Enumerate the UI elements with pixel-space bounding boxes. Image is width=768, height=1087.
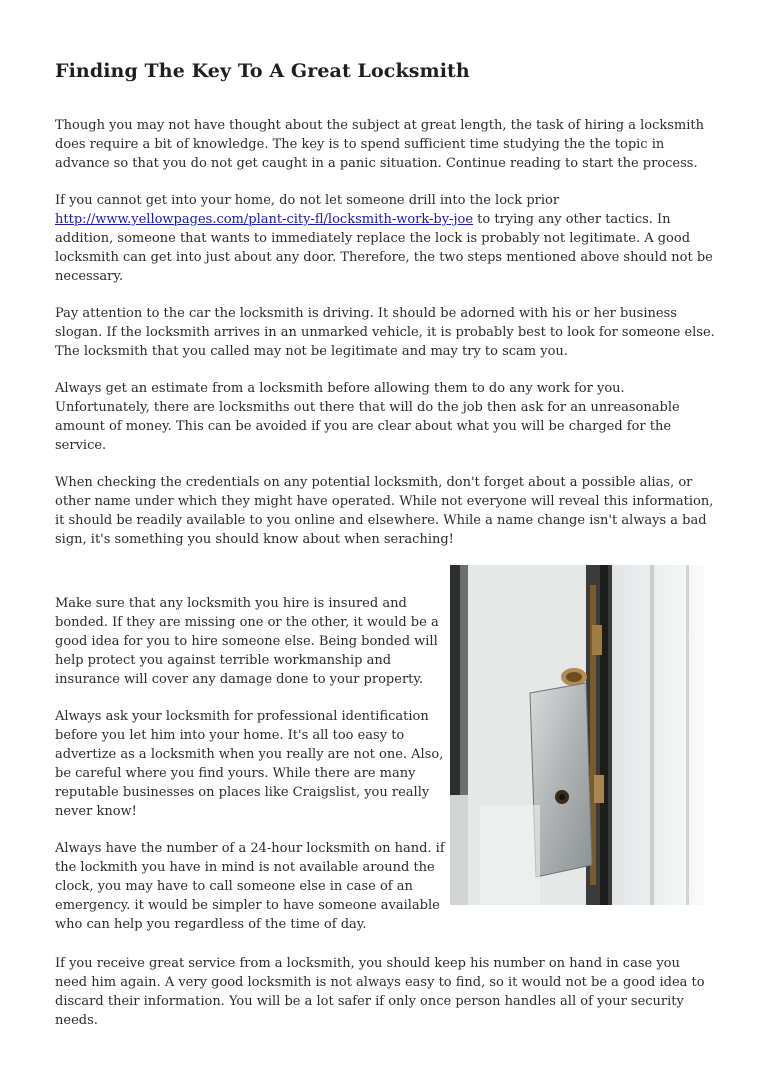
bottom-column [55,954,715,1048]
article-title: Finding The Key To A Great Locksmith [55,60,470,82]
paragraph-insured: Make sure that any locksmith you hire is insured and bonded. If they are missing one or the other, it would be a good idea for you to hire someone else. Being bonded will help protect you against terrible workmanship and insurance will cover any damage done to your property. [55,596,439,687]
paragraph-identification: Always ask your locksmith for professional identification before you let him into your home. It's all too easy to advertize as a locksmith when you really are not one. Also, be careful where you find yours. While there are many reputable businesses on places like Craigslist, you really never know! [55,709,444,819]
paragraph-drill-text-after: to trying any other tactics. In addition, someone that wants to immediately replace the lock is probably not legitimate. A good locksmith can get into just about any door. Therefore, the two steps mentioned above should not be necessary. [55,212,713,284]
door-lock-photo [450,565,704,905]
paragraph-drill-text-before: If you cannot get into your home, do not let someone drill into the lock prior [55,193,560,208]
paragraph-car: Pay attention to the car the locksmith is driving. It should be adorned with his or her business slogan. If the locksmith arrives in an unmarked vehicle, it is probably best to look for someone else. The locksmith that you called may not be legitimate and may try to scam you. [55,306,715,359]
narrow-column [55,594,445,952]
paragraph-credentials: When checking the credentials on any potential locksmith, don't forget about a possible alias, or other name under which they might have operated. While not everyone will reveal this information, it should be readily available to you online and elsewhere. While a name change isn't always a bad sign, it's something you should know about when seraching! [55,475,714,547]
paragraph-estimate: Always get an estimate from a locksmith before allowing them to do any work for you. Unfortunately, there are locksmiths out there that will do the job then ask for an unreasonable amount of money. This can be avoided if you are clear about what you will be charged for the service. [55,381,680,453]
paragraph-drill [55,191,715,286]
paragraph-great-service: If you receive great service from a locksmith, you should keep his number on hand in case you need him again. A very good locksmith is not always easy to find, so it would not be a good idea to discard their information. You will be a lot safer if only once person handles all of your security needs. [55,956,705,1028]
yellowpages-link[interactable]: http://www.yellowpages.com/plant-city-fl/locksmith-work-by-joe [55,212,474,227]
article [55,60,715,567]
paragraph-24-hour: Always have the number of a 24-hour locksmith on hand. if the lockmith you have in mind is not available around the clock, you may have to call someone else in case of an emergency. it would be simpler to have someone available who can help you regardless of the time of day. [55,841,445,932]
paragraph-intro: Though you may not have thought about the subject at great length, the task of hiring a locksmith does require a bit of knowledge. The key is to spend sufficient time studying the the topic in advance so that you do not get caught in a panic situation. Continue reading to start the process. [55,118,704,171]
